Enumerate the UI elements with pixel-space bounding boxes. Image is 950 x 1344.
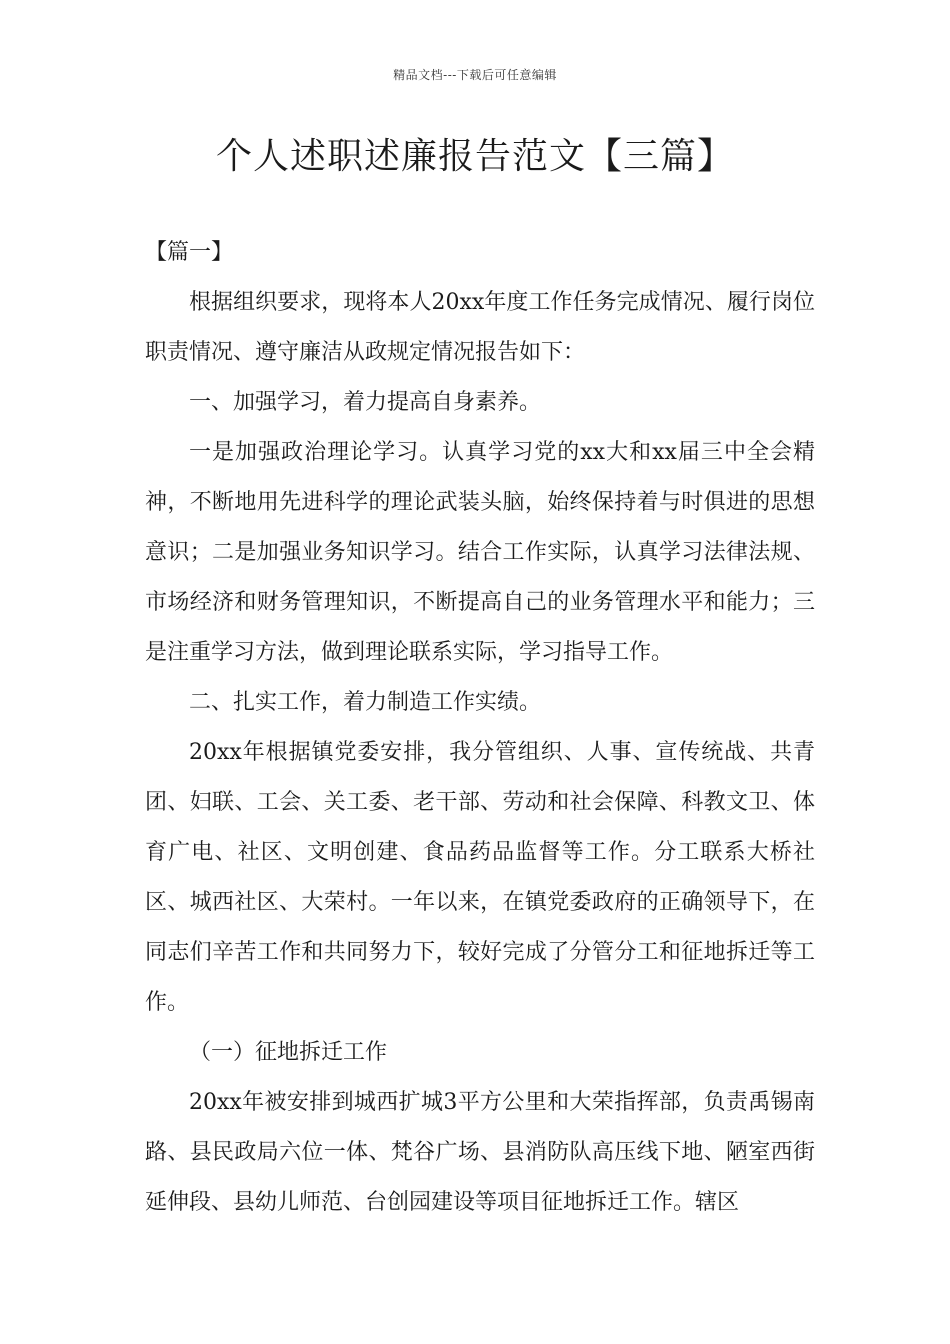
section-label: 【篇一】 (145, 240, 234, 265)
paragraph-intro: 根据组织要求，现将本人20xx年度工作任务完成情况、履行岗位职责情况、遵守廉洁从政规定情况报告如下： (145, 290, 815, 365)
heading-study: 一、加强学习，着力提高自身素养。 (189, 390, 542, 415)
paragraph-study: 一是加强政治理论学习。认真学习党的xx大和xx届三中全会精神，不断地用先进科学的理论武装头脑，始终保持着与时俱进的思想意识；二是加强业务知识学习。结合工作实际，认真学习法律法规、市场经济和财务管理知识，不断提高自己的业务管理水平和能力；三是注重学习方法，做到理论联系实际，学习指导工作。 (145, 440, 815, 665)
subheading-land: （一）征地拆迁工作 (189, 1040, 388, 1065)
paragraph-work: 20xx年根据镇党委安排，我分管组织、人事、宣传统战、共青团、妇联、工会、关工委、老干部、劳动和社会保障、科教文卫、体育广电、社区、文明创建、食品药品监督等工作。分工联系大桥社区、城西社区、大荣村。一年以来，在镇党委政府的正确领导下，在同志们辛苦工作和共同努力下，较好完成了分管分工和征地拆迁等工作。 (145, 740, 815, 1015)
page-header: 精品文档---下载后可任意编辑 (393, 68, 557, 82)
paragraph-land: 20xx年被安排到城西扩城3平方公里和大荣指挥部，负责禹锡南路、县民政局六位一体、梵谷广场、县消防队高压线下地、陋室西街延伸段、县幼儿师范、台创园建设等项目征地拆迁工作。辖区 (145, 1090, 815, 1215)
heading-work: 二、扎实工作，着力制造工作实绩。 (189, 690, 542, 715)
document-body (145, 228, 815, 1228)
document-title: 个人述职述廉报告范文【三篇】 (215, 136, 734, 177)
